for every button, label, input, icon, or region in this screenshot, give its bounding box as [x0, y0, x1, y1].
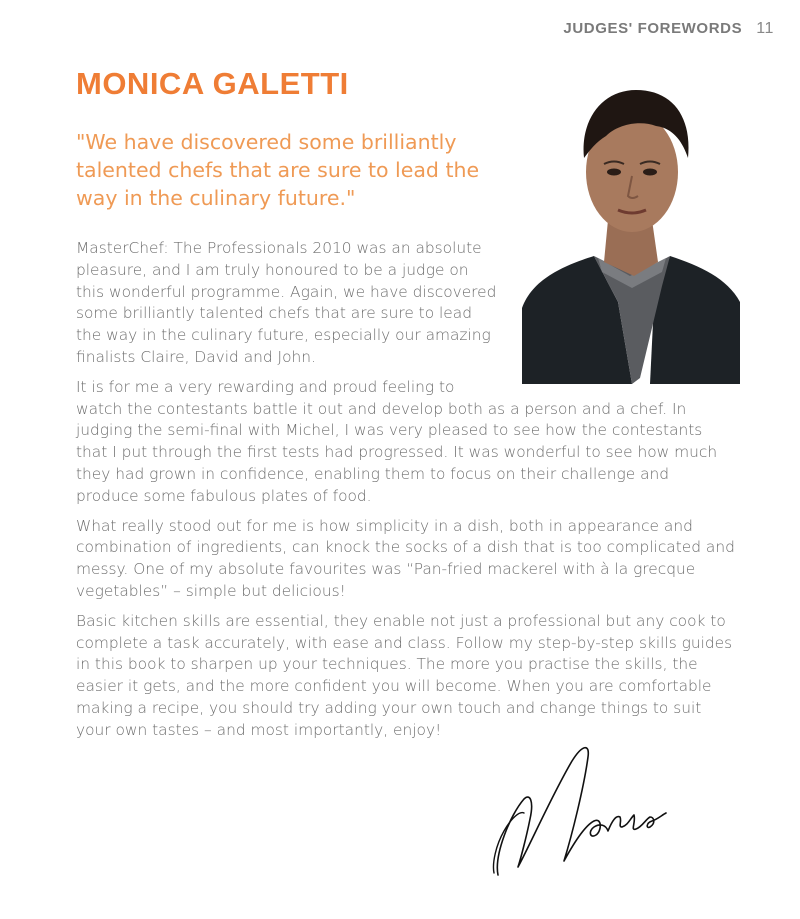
pull-quote: "We have discovered some brilliantly talented chefs that are sure to lead the way in the culinary future.": [76, 130, 480, 210]
running-head: [563, 20, 774, 38]
article-body: [76, 238, 736, 750]
photo-wrap-spacer: [498, 238, 736, 388]
signature-icon: [490, 735, 670, 885]
body-paragraph-4: Basic kitchen skills are essential, they enable not just a professional but any cook to complete a task accurately, with ease and class. Follow my step-by-step skills guides in this book to sharpen up your techniques. The more you practise the skills, the easier it gets, and the more confident you will become. When you are comfortable making a recipe, you should try adding your own touch and change things to suit your own tastes – and most importantly, enjoy!: [76, 611, 733, 739]
body-paragraph-2: It is for me a very rewarding and proud feeling to watch the contestants battle it out and develop both as a person and a chef. In judging the semi-final with Michel, I was very pleased to see how the contestants that I put through the first tests had progressed. It was wonderful to see how much they had grown in confidence, enabling them to focus on their challenge and produce some fabulous plates of food.: [76, 377, 718, 505]
section-title: JUDGES' FOREWORDS: [563, 20, 743, 37]
judge-name: MONICA GALETTI: [76, 66, 349, 101]
body-paragraph-3: What really stood out for me is how simplicity in a dish, both in appearance and combination of ingredients, can knock the socks of a dish that is too complicated and messy. One of my absolute favourites was “Pan-fried mackerel with à la grecque vegetables” – simple but delicious!: [76, 516, 735, 600]
page-number: 11: [756, 20, 774, 37]
handwritten-signature: [490, 735, 670, 885]
body-paragraph-1: MasterChef: The Professionals 2010 was an absolute pleasure, and I am truly honoured to be a judge on this wonderful programme. Again, we have discovered some brilliantly talented chefs that are sure to lead the way in the culinary future, especially our amazing finalists Claire, David and John.: [76, 239, 497, 366]
